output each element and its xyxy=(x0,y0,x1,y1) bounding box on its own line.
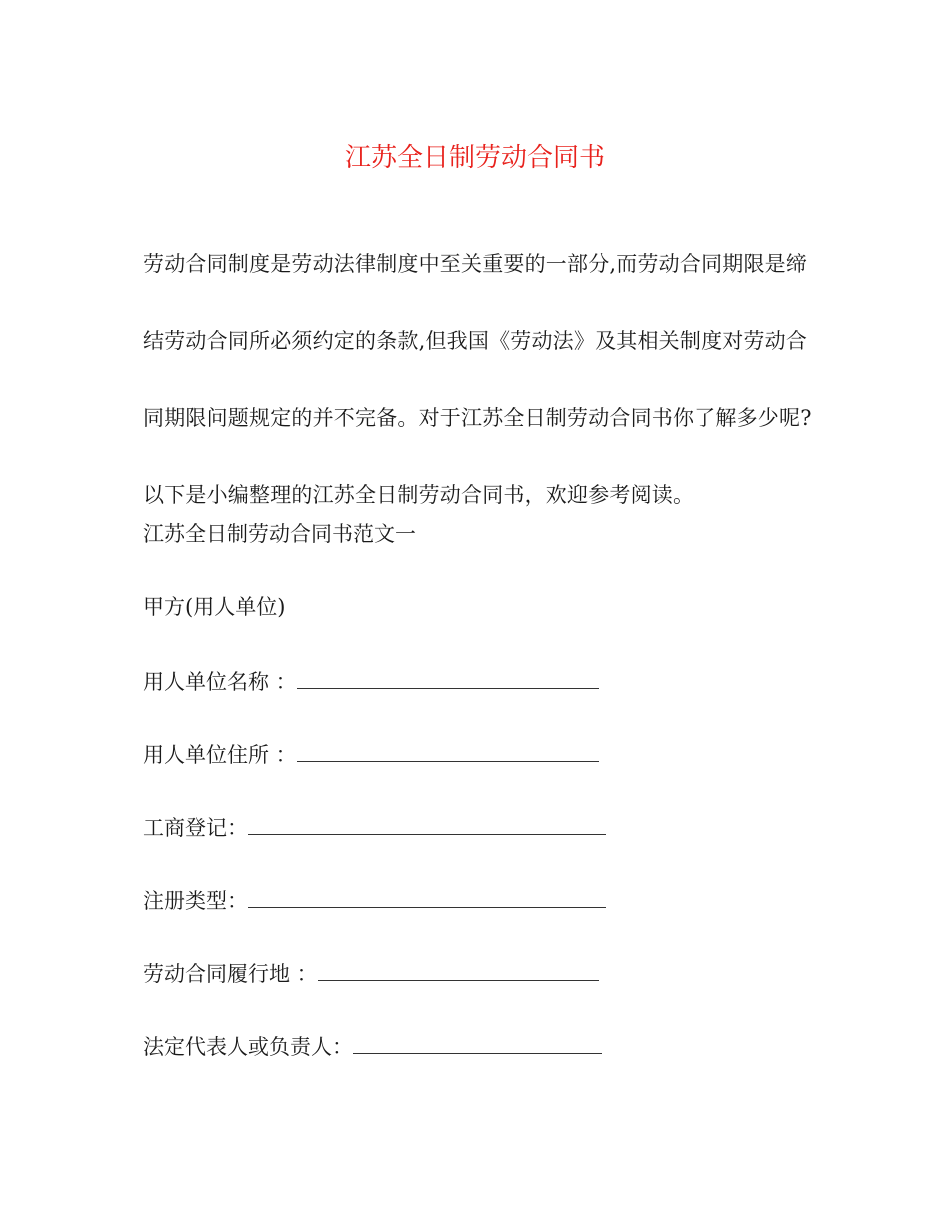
field-label: 注册类型： xyxy=(143,889,248,913)
blank-line[interactable] xyxy=(248,816,606,835)
field-registration-type xyxy=(143,883,606,919)
field-legal-representative xyxy=(143,1029,602,1065)
field-label: 用人单位名称 ： xyxy=(143,670,297,694)
blank-line[interactable] xyxy=(353,1035,602,1054)
blank-line[interactable] xyxy=(248,889,606,908)
field-label: 劳动合同履行地 ： xyxy=(143,962,318,986)
field-label: 用人单位住所 ： xyxy=(143,743,297,767)
section-heading: 江苏全日制劳动合同书范文一 xyxy=(143,522,416,546)
field-business-registration xyxy=(143,810,606,846)
blank-line[interactable] xyxy=(297,743,599,762)
document-title: 江苏全日制劳动合同书 xyxy=(344,143,605,173)
field-label: 法定代表人或负责人： xyxy=(143,1035,353,1059)
blank-line[interactable] xyxy=(297,670,599,689)
field-employer-address xyxy=(143,737,599,773)
blank-line[interactable] xyxy=(318,962,599,981)
field-work-location xyxy=(143,956,599,992)
party-a-heading: 甲方(用人单位) xyxy=(143,595,286,619)
intro-paragraph: 劳动合同制度是劳动法律制度中至关重要的一部分,而劳动合同期限是缔结劳动合同所必须约定的条款,但我国《劳动法》及其相关制度对劳动合同期限问题规定的并不完备。对于江苏全日制劳动合同书你了解多少呢?以下是小编整理的江苏全日制劳动合同书，欢迎参考阅读。 xyxy=(143,252,812,507)
field-label: 工商登记： xyxy=(143,816,248,840)
field-employer-name xyxy=(143,664,599,700)
